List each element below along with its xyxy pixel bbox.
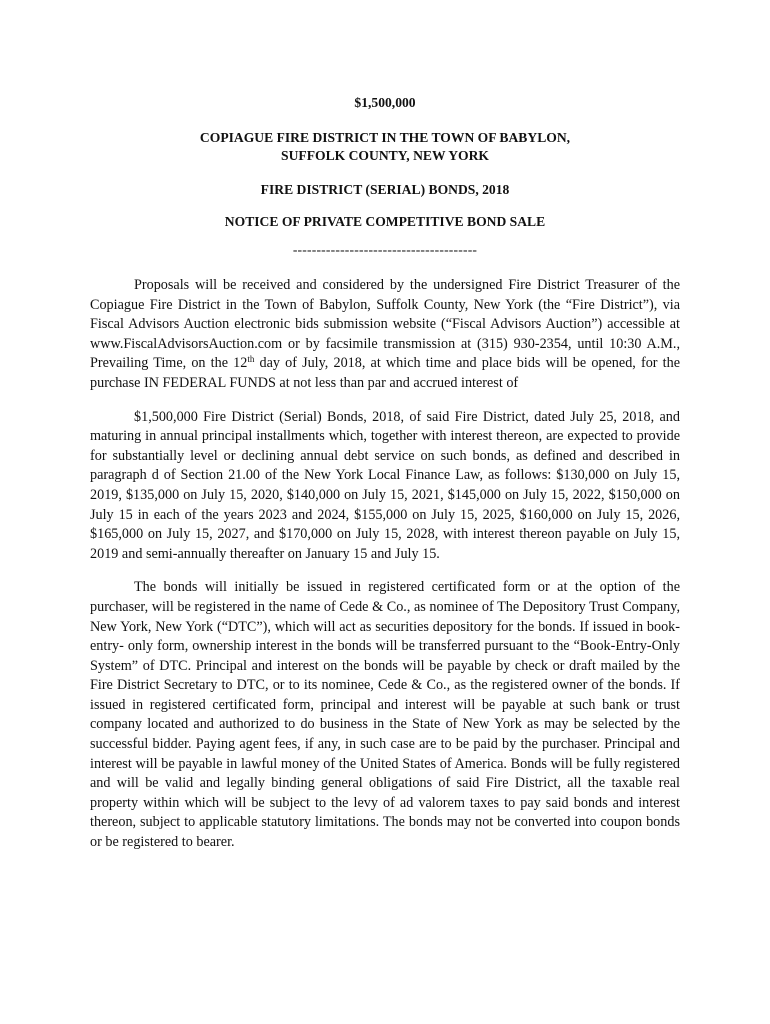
notice-body <box>90 276 680 867</box>
bond-amount-heading: $1,500,000 <box>354 95 416 110</box>
issuer-heading <box>90 129 680 165</box>
paragraph-registration: The bonds will initially be issued in registered certificated form or at the option of the purchaser, will be registered in the name of Cede & Co., as nominee of The Depository Trust Company, New York, New York (“DTC”), which will act as securities depository for the bonds. If issued in book-entry- only form, ownership interest in the bonds will be transferred pursuant to the “Book-Entry-Only System” of DTC. Principal and interest on the bonds will be payable by check or draft mailed by the Fire District Secretary to DTC, or to its nominee, Cede & Co., as the registered owner of the bonds. If issued in registered certificated form, principal and interest will be payable at such bank or trust company located and authorized to do business in the State of New York as may be selected by the successful bidder. Paying agent fees, if any, in such case are to be paid by the purchaser. Principal and interest will be payable in lawful money of the United States of America. Bonds will be fully registered and will be valid and legally binding general obligations of said Fire District, all the taxable real property within which will be subject to the levy of ad valorem taxes to pay said bonds and interest thereon, subject to applicable statutory limitations. The bonds may not be converted into coupon bonds or be registered to bearer. <box>90 579 680 851</box>
issuer-heading-line-1: COPIAGUE FIRE DISTRICT IN THE TOWN OF BABYLON, <box>199 130 571 145</box>
separator-line: --------------------------------------- <box>292 242 478 257</box>
paragraph-maturities: $1,500,000 Fire District (Serial) Bonds, 2018, of said Fire District, dated July 25, 2018, and maturing in annual principal installments which, together with interest thereon, are expected to provide for substantially level or declining annual debt service on such bonds, as defined and described in paragraph d of Section 21.00 of the New York Local Finance Law, as follows: $130,000 on July 15, 2019, $135,000 on July 15, 2020, $140,000 on July 15, 2021, $145,000 on July 15, 2022, $150,000 on July 15 in each of the years 2023 and 2024, $155,000 on July 15, 2025, $160,000 on July 15, 2026, $165,000 on July 15, 2027, and $170,000 on July 15, 2028, with interest thereon payable on July 15, 2019 and semi-annually thereafter on January 15 and July 15. <box>90 408 680 562</box>
paragraph-proposals-text-2: day of July, 2018, at which time and place bids will be opened, for the purchase IN FEDERAL FUNDS at not less than par and accrued interest of <box>90 355 680 391</box>
paragraph-proposals <box>90 276 680 394</box>
paragraph-proposals-text-1: Proposals will be received and considered by the undersigned Fire District Treasurer of the Copiague Fire District in the Town of Babylon, Suffolk County, New York (the “Fire District”), via Fiscal Advisors Auction electronic bids submission website (“Fiscal Advisors Auction”) accessible at www.FiscalAdvisorsAuction.com or by facsimile transmission at (315) 930-2354, until 10:30 A.M., Prevailing Time, on the 12 <box>90 277 680 372</box>
notice-title: NOTICE OF PRIVATE COMPETITIVE BOND SALE <box>224 214 546 229</box>
bond-series-heading: FIRE DISTRICT (SERIAL) BONDS, 2018 <box>260 182 510 197</box>
ordinal-suffix: th <box>247 354 255 365</box>
issuer-heading-line-2: SUFFOLK COUNTY, NEW YORK <box>281 148 489 163</box>
